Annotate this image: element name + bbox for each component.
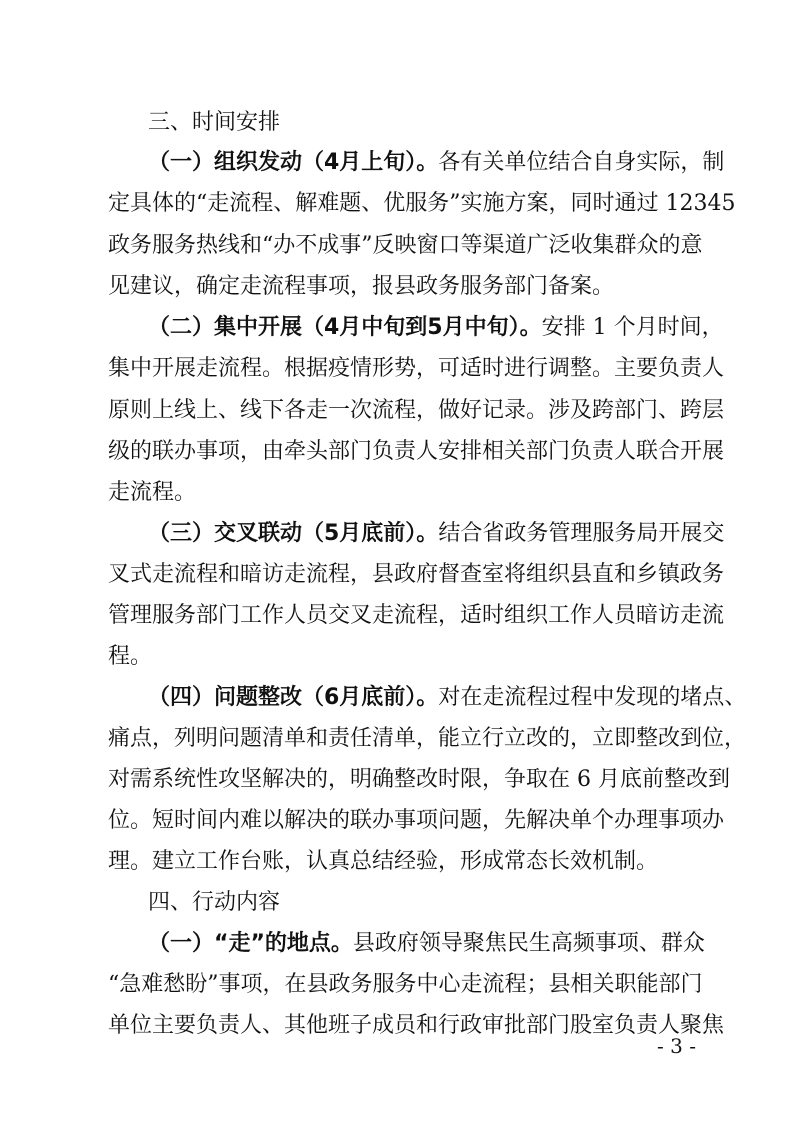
paragraph-cross-line-1 [108,515,725,553]
paragraph-centralized-line-4: 级的联办事项，由牵头部门负责人安排相关部门负责人联合开展 [108,439,725,464]
paragraph-rectify-line-5: 理。建立工作台账，认真总结经验，形成常态长效机制。 [108,849,659,874]
paragraph-walk-location-title: （一）“走”的地点。 [148,931,353,956]
paragraph-cross-line-4: 程。 [108,644,153,669]
paragraph-rectify-title: （四）问题整改（6月底前）。 [148,685,439,710]
section-heading-time-schedule: 三、时间安排 [148,110,281,135]
paragraph-organize-title: （一）组织发动（4月上旬）。 [148,150,439,175]
paragraph-centralized-line-5: 走流程。 [108,480,197,505]
paragraph-organize-line-1 [108,144,725,182]
paragraph-rectify-line-3: 对需系统性攻坚解决的，明确整改时限，争取在 6 月底前整改到 [108,767,730,792]
paragraph-organize-line-3: 政务服务热线和“办不成事”反映窗口等渠道广泛收集群众的意 [108,233,703,258]
paragraph-centralized-title: （二）集中开展（4月中旬到5月中旬）。 [148,315,542,340]
paragraph-cross-line-2: 叉式走流程和暗访走流程，县政府督查室将组织县直和乡镇政务 [108,562,725,587]
paragraph-rectify-text-1: 对在走流程过程中发现的堵点、 [438,685,747,710]
page-number: - 3 - [657,1034,696,1058]
paragraph-cross-text-1: 结合省政务管理服务局开展交 [438,521,725,546]
paragraph-centralized-line-1 [108,309,724,347]
paragraph-centralized-line-3: 原则上线上、线下各走一次流程，做好记录。涉及跨部门、跨层 [108,398,725,423]
paragraph-cross-line-3: 管理服务部门工作人员交叉走流程，适时组织工作人员暗访走流 [108,603,725,628]
paragraph-centralized-text-1: 安排 1 个月时间， [541,315,724,340]
paragraph-rectify-line-2: 痛点，列明问题清单和责任清单，能立行立改的，立即整改到位， [108,726,747,751]
paragraph-walk-location-text-1: 县政府领导聚焦民生高频事项、群众 [352,931,705,956]
paragraph-rectify-line-4: 位。短时间内难以解决的联办事项问题，先解决单个办理事项办 [108,808,725,833]
paragraph-walk-location-line-1 [108,925,705,963]
paragraph-walk-location-line-2: “急难愁盼”事项，在县政务服务中心走流程；县相关职能部门 [108,972,703,997]
paragraph-organize-text-1: 各有关单位结合自身实际，制 [438,150,725,175]
section-heading-action-content: 四、行动内容 [148,890,281,915]
paragraph-organize-line-4: 见建议，确定走流程事项，报县政务服务部门备案。 [108,274,615,299]
paragraph-organize-line-2: 定具体的“走流程、解难题、优服务”实施方案，同时通过 12345 [108,191,736,216]
paragraph-centralized-line-2: 集中开展走流程。根据疫情形势，可适时进行调整。主要负责人 [108,356,725,381]
paragraph-cross-title: （三）交叉联动（5月底前）。 [148,521,439,546]
paragraph-rectify-line-1 [108,679,747,717]
paragraph-walk-location-line-3: 单位主要负责人、其他班子成员和行政审批部门股室负责人聚焦 [108,1013,725,1038]
